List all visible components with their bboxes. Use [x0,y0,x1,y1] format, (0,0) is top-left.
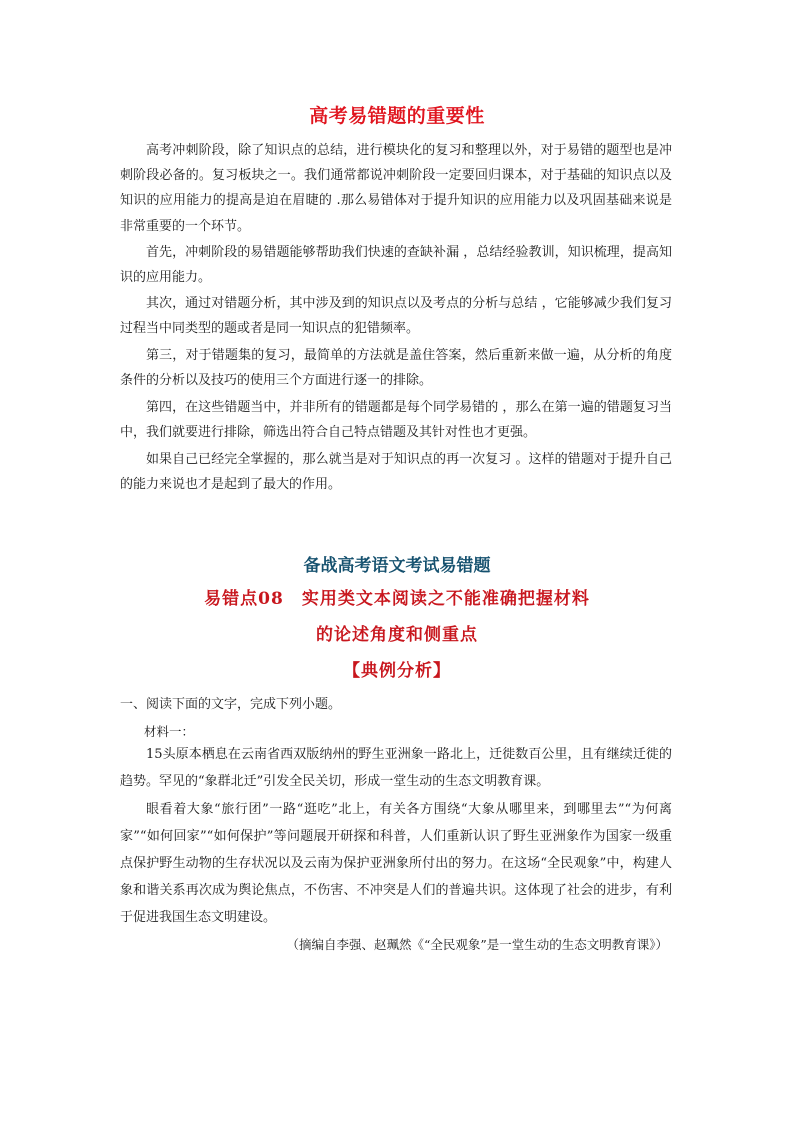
section1-paragraph-6: 如果自己已经完全掌握的，那么就当是对于知识点的再一次复习 。这样的错题对于提升自己的能力来说也才是起到了最大的作用。 [120,452,672,493]
section1-paragraph-2: 首先，冲刺阶段的易错题能够帮助我们快速的查缺补漏 ，总结经验教训，知识梳理，提高知识的应用能力。 [120,245,672,286]
material-paragraph-1: 15头原本栖息在云南省西双版纳州的野生亚洲象一路北上，迁徙数百公里，且有继续迁徙的趋势。罕见的“象群北迁”引发全民关切，形成一堂生动的生态文明教育课。 [120,747,672,789]
material-label: 材料一： [144,724,195,739]
error-point-title-line1: 易错点08 实用类文本阅读之不能准确把握材料 [204,589,590,609]
section1-paragraph-5: 第四，在这些错题当中，并非所有的错题都是每个同学易错的 ，那么在第一遍的错题复习当中，我们就要进行排除，筛选出符合自己特点错题及其针对性也才更强。 [120,400,672,441]
question-prompt: 一、阅读下面的文字，完成下列小题。 [120,697,342,712]
section2-title: 备战高考语文考试易错题 [303,556,491,576]
section1-paragraph-4: 第三，对于错题集的复习，最简单的方法就是盖住答案，然后重新来做一遍，从分析的角度条件的分析以及技巧的使用三个方面进行逐一的排除。 [120,348,672,389]
section1-paragraph-3: 其次，通过对错题分析，其中涉及到的知识点以及考点的分析与总结 ，它能够减少我们复习过程当中同类型的题或者是同一知识点的犯错频率。 [120,296,672,337]
example-analysis-tag: 【典例分析】 [343,661,451,681]
section1-title: 高考易错题的重要性 [309,105,485,127]
error-point-title-line2: 的论述角度和侧重点 [316,625,478,645]
section1-paragraph-1: 高考冲刺阶段，除了知识点的总结，进行模块化的复习和整理以外，对于易错的题型也是冲刺阶段必备的。复习板块之一。我们通常都说冲刺阶段一定要回归课本，对于基础的知识点以及知识的应用能力的提高是迫在眉睫的 .那么易错体对于提升知识的应用能力以及巩固基础来说是非常重要的一个环节。 [120,143,672,234]
material-paragraph-2: 眼看着大象“旅行团”一路“逛吃”北上，有关各方围绕“大象从哪里来，到哪里去”“为何离家”“如何回家”“如何保护”等问题展开研探和科普，人们重新认识了野生亚洲象作为国家一级重点保护野生动物的生存状况以及云南为保护亚洲象所付出的努力。在这场“全民观象”中，构建人象和谐关系再次成为舆论焦点，不伤害、不冲突是人们的普遍共识。这体现了社会的进步，有利于促进我国生态文明建设。 [120,802,672,925]
material-source: （摘编自李强、赵珮然《“全民观象”是一堂生动的生态文明教育课》） [286,937,668,952]
